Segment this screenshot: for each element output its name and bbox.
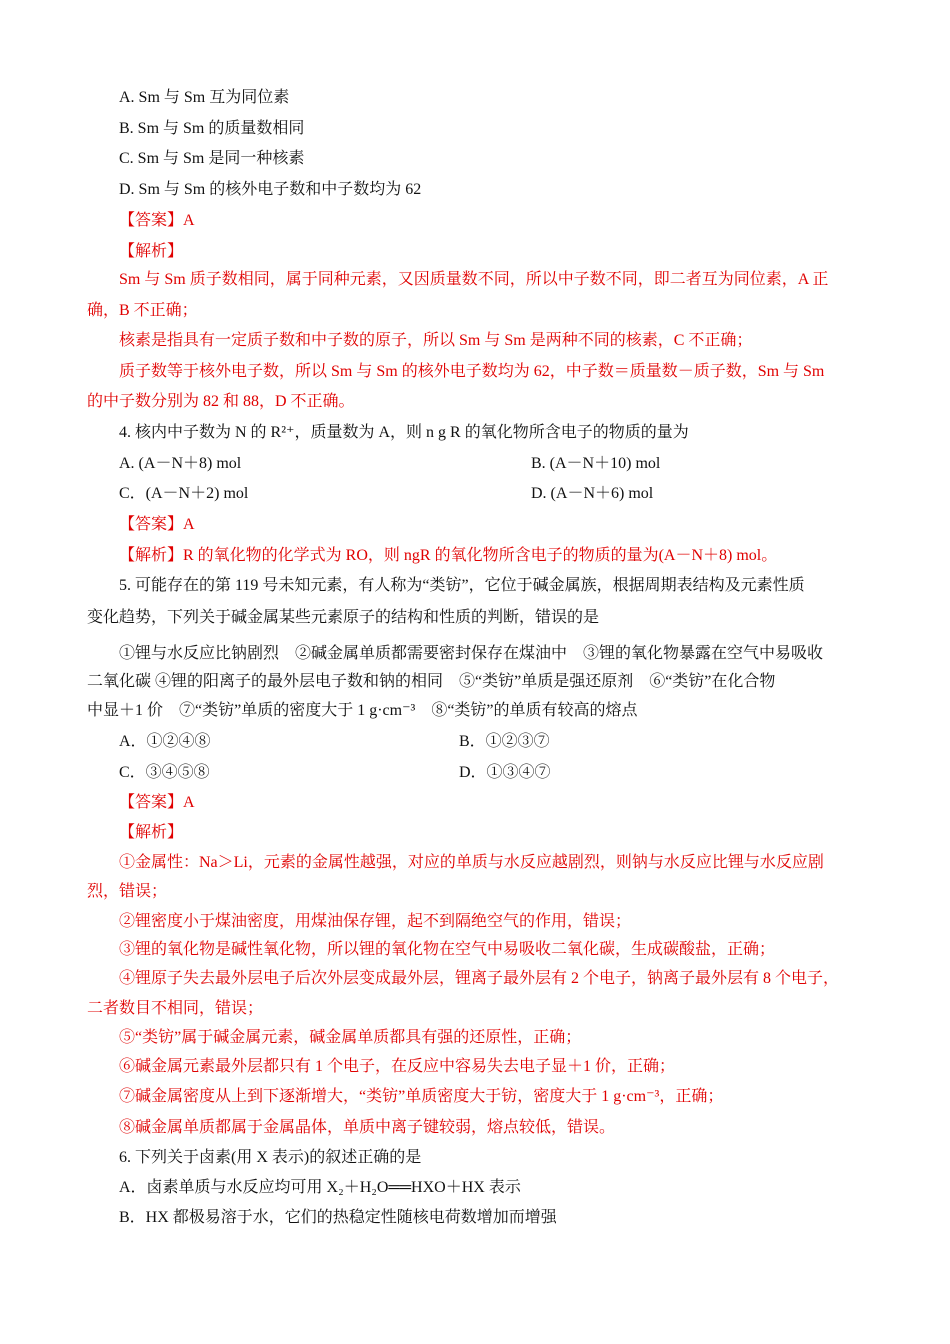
analysis-text: Sm 与 Sm 质子数相同，属于同种元素，又因质量数不同，所以中子数不同，即二者互为同位素，A 正 [119,271,829,288]
analysis-text: ⑧碱金属单质都属于金属晶体，单质中离子键较弱，熔点较低，错误。 [119,1119,616,1136]
option-b: B．HX 都极易溶于水，它们的热稳定性随核电荷数增加而增强 [119,1209,557,1226]
option-a: A．卤素单质与水反应均可用 X₂＋H₂O══HXO＋HX 表示 [119,1179,521,1196]
option-b: B．①②③⑦ [459,733,550,750]
analysis-text: ③锂的氧化物是碱性氧化物，所以锂的氧化物在空气中易吸收二氧化碳，生成碳酸盐，正确； [119,941,776,958]
analysis-label: 【解析】 [119,824,184,841]
analysis-text: ①金属性：Na＞Li，元素的金属性越强，对应的单质与水反应越剧烈，则钠与水反应比锂与水反应剧 [119,854,824,871]
analysis-label: 【解析】 [119,243,184,260]
option-c: C．(A－N＋2) mol [119,485,249,502]
analysis-text: ⑤“类钫”属于碱金属元素，碱金属单质都具有强的还原性，正确； [119,1029,582,1046]
option-d: D. (A－N＋6) mol [531,485,654,502]
option-a: A. Sm 与 Sm 互为同位素 [119,89,290,106]
statements: 二氧化碳 ④锂的阳离子的最外层电子数和钠的相同 ⑤“类钫”单质是强还原剂 ⑥“类钫”在化合物 [87,673,776,690]
option-b: B. Sm 与 Sm 的质量数相同 [119,120,305,137]
statements: ①锂与水反应比钠剧烈 ②碱金属单质都需要密封保存在煤油中 ③锂的氧化物暴露在空气中易吸收 [119,645,824,662]
analysis-text: ⑦碱金属密度从上到下逐渐增大，“类钫”单质密度大于钫，密度大于 1 g·cm⁻³，正确； [119,1088,724,1105]
question-6: 6. 下列关于卤素(用 X 表示)的叙述正确的是 [119,1149,422,1166]
question-5: 5. 可能存在的第 119 号未知元素，有人称为“类钫”，它位于碱金属族，根据周期表结构及元素性质 [119,577,805,594]
option-d: D. Sm 与 Sm 的核外电子数和中子数均为 62 [119,181,422,198]
option-b: B. (A－N＋10) mol [531,455,661,472]
analysis-text: 确，B 不正确； [87,302,198,319]
analysis-text: ⑥碱金属元素最外层都只有 1 个电子，在反应中容易失去电子显＋1 价，正确； [119,1058,676,1075]
question-4: 4. 核内中子数为 N 的 R²⁺，质量数为 A，则 n g R 的氧化物所含电子的物质的量为 [119,424,689,441]
option-c: C．③④⑤⑧ [119,764,210,781]
statements: 中显＋1 价 ⑦“类钫”单质的密度大于 1 g·cm⁻³ ⑧“类钫”的单质有较高的熔点 [87,702,638,719]
analysis-text: 二者数目不相同，错误； [87,1000,264,1017]
option-d: D．①③④⑦ [459,764,551,781]
analysis-text: 核素是指具有一定质子数和中子数的原子，所以 Sm 与 Sm 是两种不同的核素，C 不正确； [119,332,753,349]
analysis-text: ④锂原子失去最外层电子后次外层变成最外层，锂离子最外层有 2 个电子，钠离子最外层有 8 个电子， [119,970,840,987]
option-c: C. Sm 与 Sm 是同一种核素 [119,150,305,167]
option-a: A. (A－N＋8) mol [119,455,242,472]
analysis-text: 的中子数分别为 82 和 88，D 不正确。 [87,393,355,410]
answer: 【答案】A [119,794,195,811]
analysis-text: 【解析】R 的氧化物的化学式为 RO，则 ngR 的氧化物所含电子的物质的量为(A－N＋8) mol。 [119,547,778,564]
answer: 【答案】A [119,212,195,229]
analysis-text: 质子数等于核外电子数，所以 Sm 与 Sm 的核外电子数均为 62，中子数＝质量数－质子数，Sm 与 Sm [119,363,825,380]
answer: 【答案】A [119,516,195,533]
analysis-text: ②锂密度小于煤油密度，用煤油保存锂，起不到隔绝空气的作用，错误； [119,913,632,930]
question-5: 变化趋势，下列关于碱金属某些元素原子的结构和性质的判断，错误的是 [87,609,600,626]
option-a: A．①②④⑧ [119,733,211,750]
analysis-text: 烈，错误； [87,883,168,900]
